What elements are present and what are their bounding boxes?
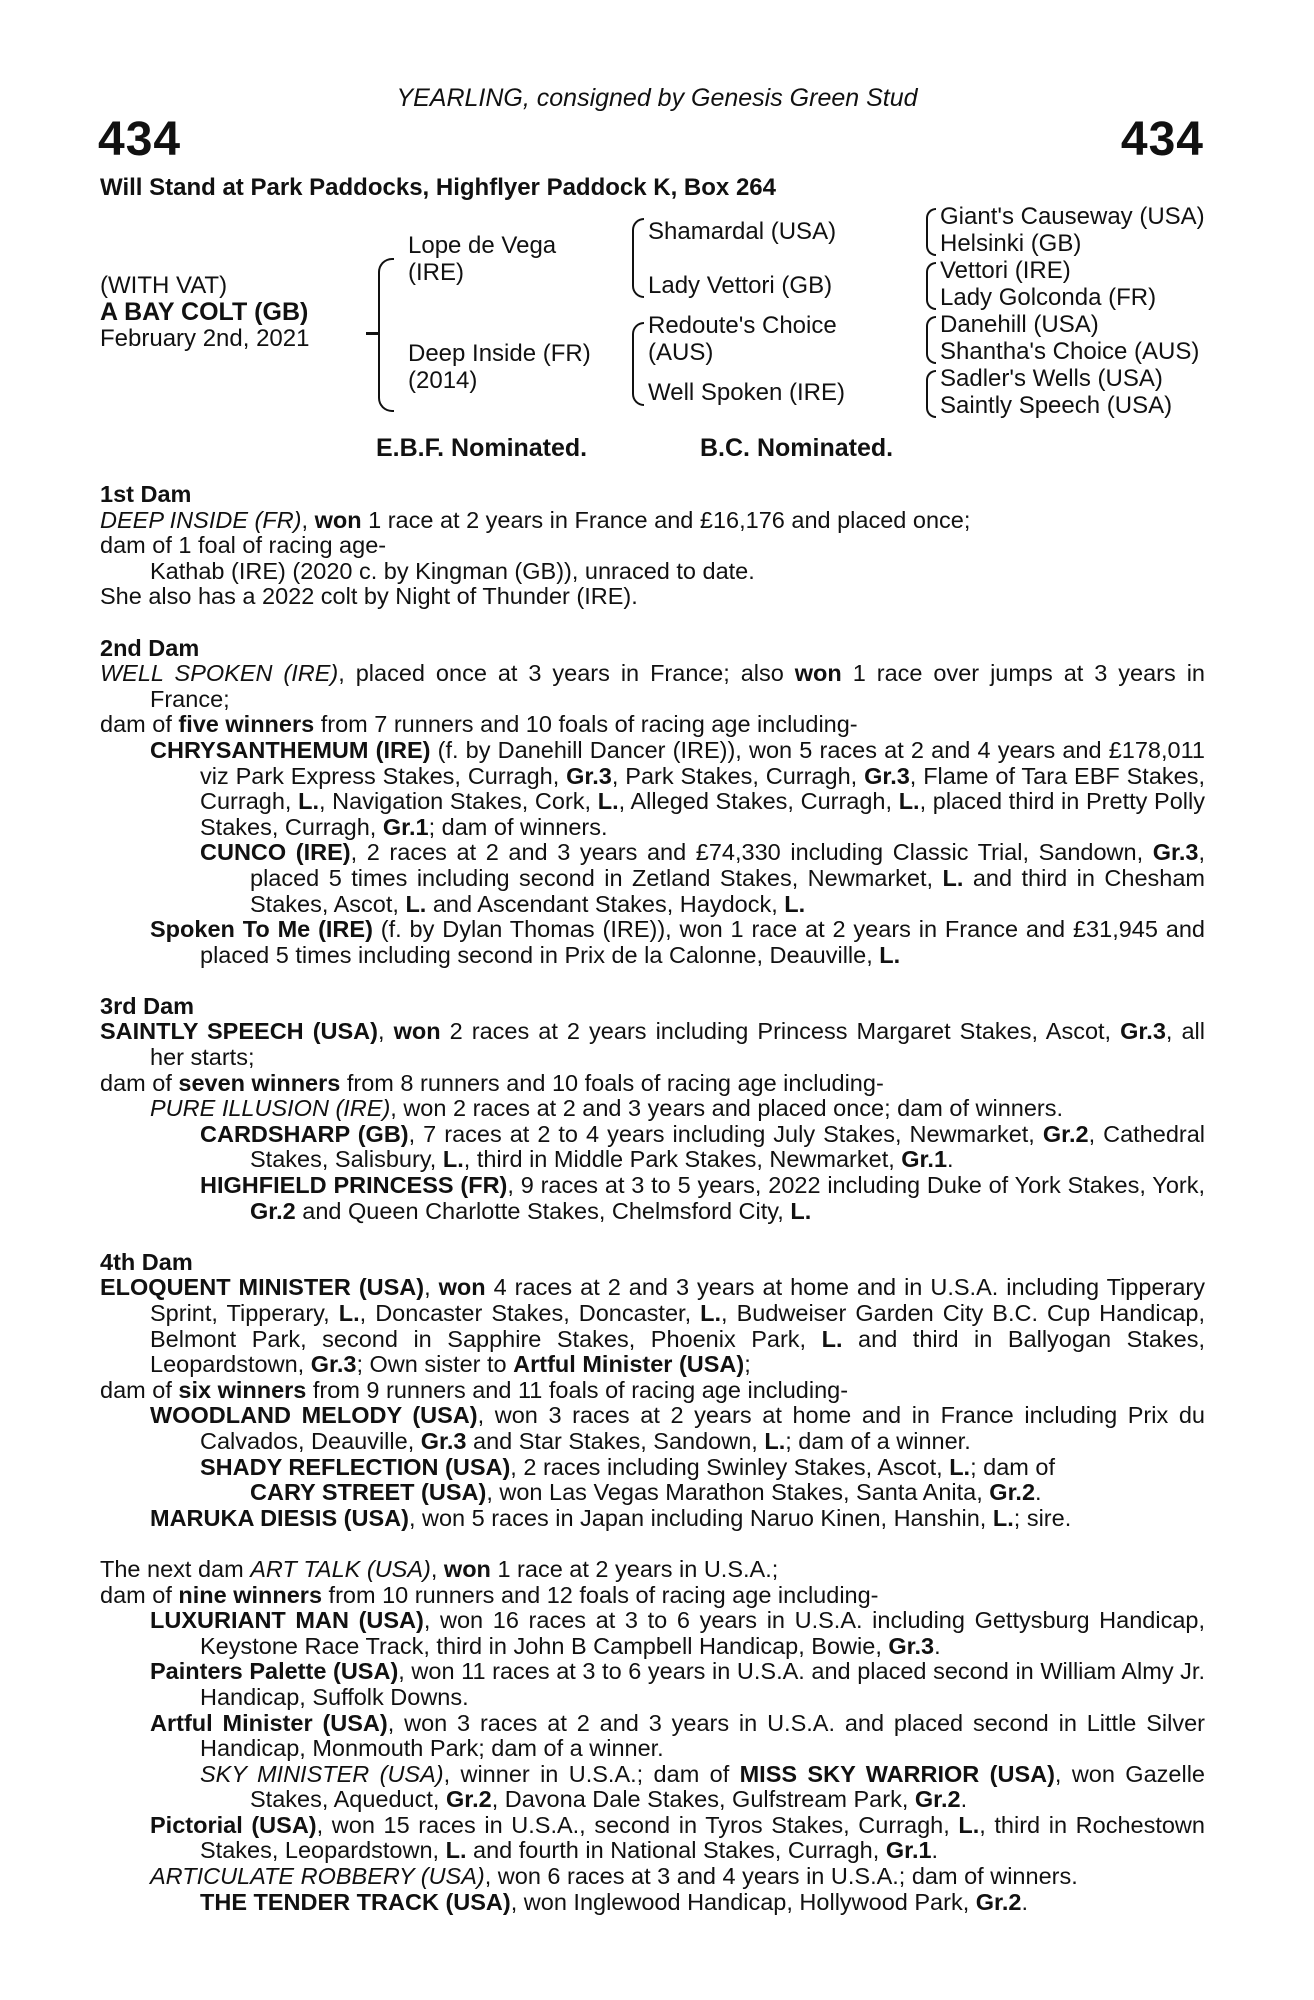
produce-entry: SKY MINISTER (USA), winner in U.S.A.; dam of MISS SKY WARRIOR (USA), won Gazelle Stakes, Aqueduct, Gr.2, Davona Dale Stakes, Gulfstream Park, Gr.2. — [200, 1760, 1205, 1813]
third-dam-heading: 3rd Dam — [100, 992, 195, 1019]
lot-number-left: 434 — [98, 113, 182, 166]
consignor-line: YEARLING, consigned by Genesis Green Stud — [396, 84, 918, 112]
sire-sire: Shamardal (USA) — [648, 218, 837, 245]
next-dam-produce-summary: dam of nine winners from 10 runners and 12 foals of racing age including- — [100, 1581, 879, 1608]
dam-brace — [632, 322, 644, 406]
stand-location: Will Stand at Park Paddocks, Highflyer Paddock K, Box 264 — [100, 174, 776, 201]
sire-name-line2: (IRE) — [408, 259, 464, 286]
produce-entry: Pictorial (USA), won 15 races in U.S.A., second in Tyros Stakes, Curragh, L., third in Rochestown Stakes, Leopardstown, L. and fourth in National Stakes, Curragh, Gr.1. — [150, 1811, 1205, 1864]
vat-note: (WITH VAT) — [100, 272, 228, 299]
first-dam-line: DEEP INSIDE (FR), won 1 race at 2 years in France and £16,176 and placed once; — [100, 506, 971, 533]
produce-entry: CARY STREET (USA), won Las Vegas Marathon Stakes, Santa Anita, Gr.2. — [250, 1479, 1042, 1506]
ggp-5: Danehill (USA) — [940, 311, 1099, 338]
produce-entry: MARUKA DIESIS (USA), won 5 races in Japan including Naruo Kinen, Hanshin, L.; sire. — [150, 1504, 1072, 1531]
ebf-nomination: E.B.F. Nominated. — [376, 434, 588, 462]
fourth-dam-line: ELOQUENT MINISTER (USA), won 4 races at 2 and 3 years at home and in U.S.A. including Tipperary Sprint, Tipperary, L., Doncaster Stakes, Doncaster, L., Budweiser Garden City B.C. Cup Handicap, Belmont Park, second in Sapphire Stakes, Phoenix Park, L. and third in Ballyogan Stakes, Leopardstown, Gr.3; Own sister to Artful Minister (USA); — [100, 1274, 1205, 1378]
first-dam-note: She also has a 2022 colt by Night of Thunder (IRE). — [100, 583, 638, 610]
third-dam-produce-summary: dam of seven winners from 8 runners and 10 foals of racing age including- — [100, 1069, 884, 1096]
produce-entry: HIGHFIELD PRINCESS (FR), 9 races at 3 to 5 years, 2022 including Duke of York Stakes, York, Gr.2 and Queen Charlotte Stakes, Chelmsford City, L. — [200, 1172, 1205, 1224]
g-brace-2 — [926, 262, 936, 310]
produce-entry: CARDSHARP (GB), 7 races at 2 to 4 years including July Stakes, Newmarket, Gr.2, Cathedral Stakes, Salisbury, L., third in Middle Park Stakes, Newmarket, Gr.1. — [200, 1120, 1206, 1173]
first-dam-heading: 1st Dam — [100, 481, 192, 507]
ggp-6: Shantha's Choice (AUS) — [940, 338, 1200, 365]
dam-name: DEEP INSIDE (FR) — [100, 506, 302, 533]
pedigree-notes — [100, 482, 1205, 1915]
fourth-dam-produce-summary: dam of six winners from 9 runners and 11 foals of racing age including- — [100, 1376, 849, 1403]
produce-entry: LUXURIANT MAN (USA), won 16 races at 3 to 6 years in U.S.A. including Gettysburg Handicap, Keystone Race Track, third in John B Campbell Handicap, Bowie, Gr.3. — [150, 1607, 1205, 1659]
produce-entry: Artful Minister (USA), won 3 races at 2 and 3 years in U.S.A. and placed second in Little Silver Handicap, Monmouth Park; dam of a winner. — [150, 1709, 1205, 1762]
produce-entry: ARTICULATE ROBBERY (USA), won 6 races at 3 and 4 years in U.S.A.; dam of winners. — [150, 1863, 1078, 1890]
produce-entry: PURE ILLUSION (IRE), won 2 races at 2 and 3 years and placed once; dam of winners. — [150, 1095, 1064, 1122]
second-dam-line: WELL SPOKEN (IRE), placed once at 3 years in France; also won 1 race over jumps at 3 years in France; — [100, 660, 1205, 712]
produce-entry: Painters Palette (USA), won 11 races at 3 to 6 years in U.S.A. and placed second in William Almy Jr. Handicap, Suffolk Downs. — [150, 1658, 1205, 1710]
dam-sire-line2: (AUS) — [648, 339, 714, 366]
second-dam-heading: 2nd Dam — [100, 634, 200, 661]
pedigree-brace-main-point — [366, 332, 378, 335]
first-dam-foals: dam of 1 foal of racing age- — [100, 532, 387, 559]
g-brace-4 — [926, 370, 936, 418]
next-dam-line: The next dam ART TALK (USA), won 1 race at 2 years in U.S.A.; — [100, 1555, 779, 1582]
foaling-date: February 2nd, 2021 — [100, 325, 310, 352]
g-brace-1 — [926, 208, 936, 256]
sire-brace — [632, 218, 644, 298]
produce-entry: CUNCO (IRE), 2 races at 2 and 3 years and £74,330 including Classic Trial, Sandown, Gr.3, placed 5 times including second in Zetland Stakes, Newmarket, L. and third in Chesham Stakes, Ascot, L. and Ascendant Stakes, Haydock, L. — [200, 839, 1205, 917]
ggp-8: Saintly Speech (USA) — [940, 392, 1173, 419]
pedigree-brace-main — [378, 258, 394, 412]
dam-sire-line1: Redoute's Choice — [648, 312, 837, 339]
second-dam-produce-summary: dam of five winners from 7 runners and 10 foals of racing age including- — [100, 711, 858, 738]
ggp-7: Sadler's Wells (USA) — [940, 365, 1163, 392]
ggp-1: Giant's Causeway (USA) — [940, 203, 1205, 230]
dam-dam: Well Spoken (IRE) — [648, 379, 845, 406]
first-dam-produce: Kathab (IRE) (2020 c. by Kingman (GB)), unraced to date. — [150, 557, 755, 584]
ggp-3: Vettori (IRE) — [940, 257, 1071, 284]
third-dam-line: SAINTLY SPEECH (USA), won 2 races at 2 years including Princess Margaret Stakes, Ascot, Gr.3, all her starts; — [100, 1018, 1205, 1071]
won-label: won — [314, 506, 362, 533]
produce-entry: WOODLAND MELODY (USA), won 3 races at 2 years at home and in France including Prix du Calvados, Deauville, Gr.3 and Star Stakes, Sandown, L.; dam of a winner. — [150, 1402, 1205, 1454]
dam-name-line2: (2014) — [408, 367, 478, 394]
produce-entry: Spoken To Me (IRE) (f. by Dylan Thomas (IRE)), won 1 race at 2 years in France and £31,945 and placed 5 times including second in Prix de la Calonne, Deauville, L. — [150, 916, 1206, 968]
lot-number-right: 434 — [1120, 113, 1204, 166]
ggp-4: Lady Golconda (FR) — [940, 284, 1157, 311]
sire-dam: Lady Vettori (GB) — [648, 272, 833, 299]
dam-name-line1: Deep Inside (FR) — [408, 340, 591, 367]
produce-entry: THE TENDER TRACK (USA), won Inglewood Handicap, Hollywood Park, Gr.2. — [200, 1888, 1029, 1915]
bc-nomination: B.C. Nominated. — [700, 434, 894, 462]
produce-entry: SHADY REFLECTION (USA), 2 races including Swinley Stakes, Ascot, L.; dam of — [200, 1453, 1055, 1480]
horse-name: A BAY COLT (GB) — [100, 298, 309, 326]
g-brace-3 — [926, 316, 936, 364]
fourth-dam-heading: 4th Dam — [100, 1248, 193, 1275]
sire-name-line1: Lope de Vega — [408, 232, 557, 259]
ggp-2: Helsinki (GB) — [940, 230, 1082, 257]
produce-entry: CHRYSANTHEMUM (IRE) (f. by Danehill Dancer (IRE)), won 5 races at 2 and 4 years and £178,011 viz Park Express Stakes, Curragh, Gr.3, Park Stakes, Curragh, Gr.3, Flame of Tara EBF Stakes, Curragh, L., Navigation Stakes, Cork, L., Alleged Stakes, Curragh, L., placed third in Pretty Polly Stakes, Curragh, Gr.1; dam of winners. — [150, 736, 1205, 840]
